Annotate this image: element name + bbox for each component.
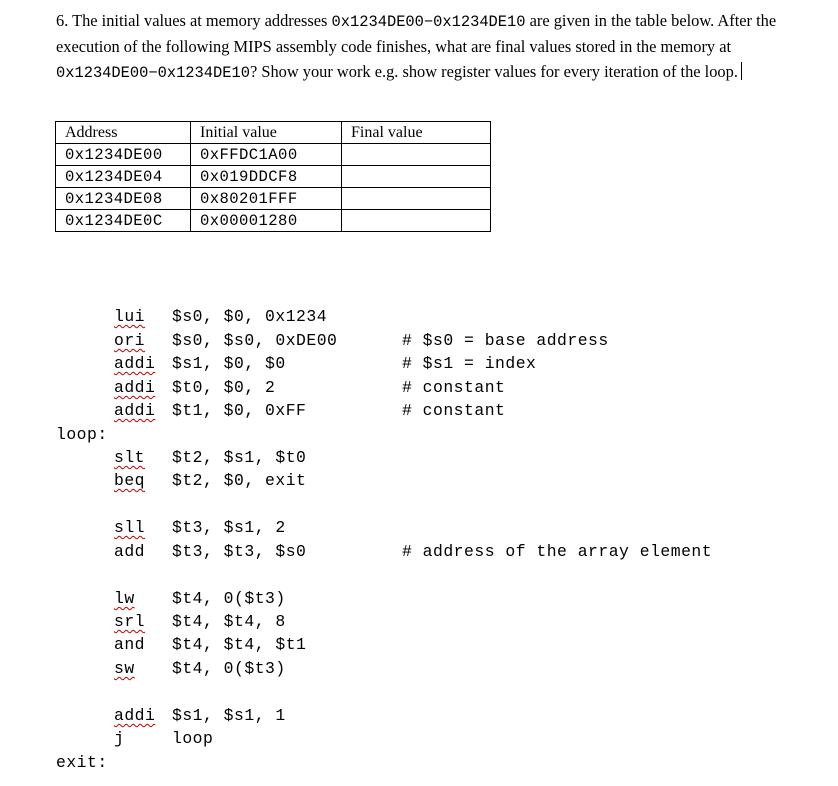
code-args: $s0, $0, 0x1234: [172, 307, 328, 326]
code-op: lw: [114, 589, 135, 608]
cell-address: 0x1234DE0C: [56, 210, 191, 232]
code-op: addi: [114, 401, 156, 420]
header-address: Address: [56, 122, 191, 144]
code-op: addi: [114, 378, 156, 397]
code-args: $t3, $s1, 2: [172, 518, 286, 537]
code-args: $t4, $t4, $t1: [172, 635, 307, 654]
code-args: $t4, $t4, 8: [172, 612, 286, 631]
code-op: j: [114, 729, 125, 748]
code-op: srl: [114, 612, 146, 631]
question-part-1: 6. The initial values at memory addresses: [56, 11, 332, 30]
code-args: $t2, $s1, $t0: [172, 448, 307, 467]
code-label-exit: exit:: [56, 753, 108, 772]
cell-initial: 0x80201FFF: [191, 188, 342, 210]
code-op: lui: [114, 307, 146, 326]
code-op: slt: [114, 448, 146, 467]
code-args: $t4, 0($t3): [172, 589, 286, 608]
question-part-3: ? Show your work e.g. show register values for every iteration of the loop.: [249, 61, 738, 81]
address-range-1: 0x1234DE00−0x1234DE10: [331, 13, 526, 31]
code-comment: # address of the array element: [402, 542, 713, 561]
code-op: addi: [114, 354, 156, 373]
code-op: add: [114, 542, 146, 561]
code-op: beq: [114, 471, 146, 490]
cell-initial: 0x00001280: [191, 210, 342, 232]
header-final-value: Final value: [342, 122, 491, 144]
cell-initial: 0xFFDC1A00: [191, 144, 342, 166]
code-comment: # $s1 = index: [402, 354, 537, 373]
code-comment: # constant: [402, 401, 506, 420]
code-args: $t1, $0, 0xFF: [172, 401, 307, 420]
code-op: ori: [114, 331, 146, 350]
code-comment: # $s0 = base address: [402, 331, 609, 350]
code-args: loop: [172, 729, 214, 748]
code-args: $s1, $s1, 1: [172, 706, 286, 725]
cell-address: 0x1234DE08: [56, 188, 191, 210]
code-label-loop: loop:: [56, 425, 108, 444]
code-args: $t2, $0, exit: [172, 471, 307, 490]
code-args: $s0, $s0, 0xDE00: [172, 331, 338, 350]
code-op: and: [114, 635, 146, 654]
cell-address: 0x1234DE00: [56, 144, 191, 166]
code-args: $s1, $0, $0: [172, 354, 286, 373]
header-initial-value: Initial value: [191, 122, 342, 144]
code-args: $t4, 0($t3): [172, 659, 286, 678]
code-comment: # constant: [402, 378, 506, 397]
code-args: $t3, $t3, $s0: [172, 542, 307, 561]
code-op: sw: [114, 659, 135, 678]
address-range-2: 0x1234DE00−0x1234DE10: [56, 63, 250, 82]
cell-initial: 0x019DDCF8: [191, 166, 342, 188]
question-part-2: are given in the table below. After the execution of the following MIPS assembly code finishes, what are final values stored in the memory at: [56, 11, 777, 56]
cell-address: 0x1234DE04: [56, 166, 191, 188]
code-args: $t0, $0, 2: [172, 378, 276, 397]
code-op: sll: [114, 518, 146, 537]
code-op: addi: [114, 706, 156, 725]
